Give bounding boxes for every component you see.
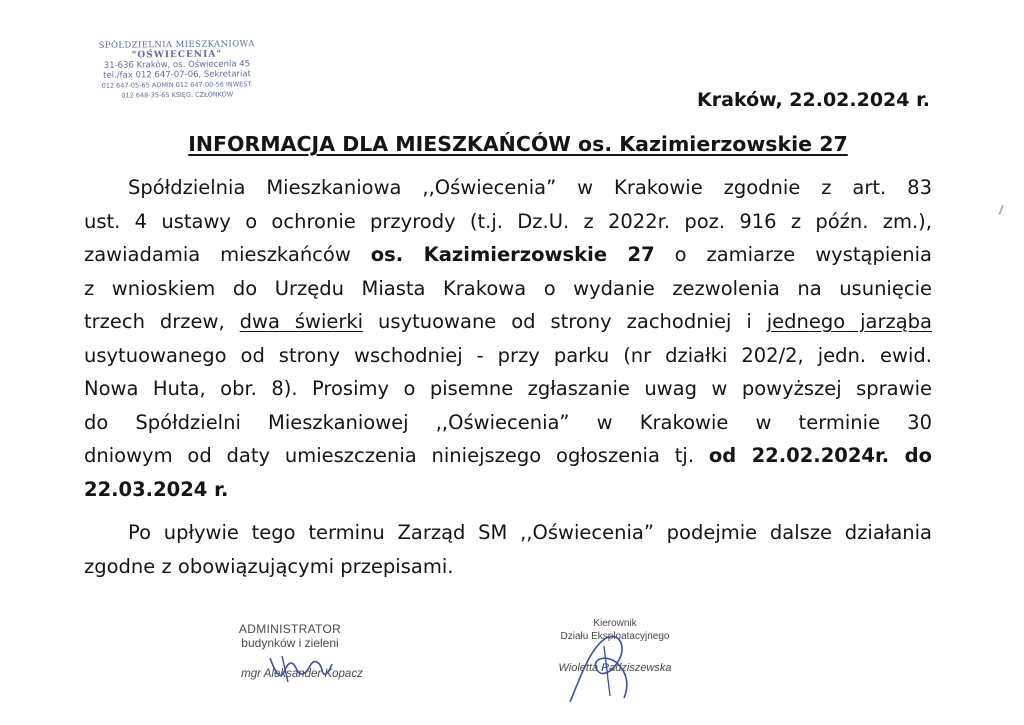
scan-mark bbox=[998, 205, 1003, 215]
signature-subtitle: budynków i zieleni bbox=[241, 636, 339, 650]
body-line: usytuowanego od strony wschodniej - przy parku (nr działki 202/2, jedn. ewid. bbox=[84, 343, 932, 367]
document-date: Kraków, 22.02.2024 r. bbox=[697, 89, 930, 111]
estate-name-bold: os. Kazimierzowskie 27 bbox=[370, 243, 655, 266]
signature-title: ADMINISTRATOR bbox=[238, 622, 342, 636]
body-text: dniowym od daty umieszczenia niniejszego ogłoszenia tj. bbox=[84, 444, 709, 467]
signature-subtitle: Działu Eksploatacyjnego bbox=[560, 631, 670, 642]
body-line: Spółdzielnia Mieszkaniowa ,,Oświecenia” w Krakowie zgodnie z art. 83 bbox=[128, 176, 932, 199]
document-title: INFORMACJA DLA MIESZKAŃCÓW os. Kazimierzowskie 27 bbox=[188, 132, 848, 156]
document-body bbox=[84, 171, 932, 583]
deadline-start-bold: od 22.02.2024r. do bbox=[708, 444, 932, 467]
body-text: zawiadamia mieszkańców bbox=[84, 243, 371, 266]
stamp-line: "OŚWIECENIA" bbox=[131, 49, 223, 61]
body-line: do Spółdzielni Mieszkaniowej ,,Oświecenia” w Krakowie w terminie 30 bbox=[84, 410, 932, 434]
spruce-trees-underlined: dwa świerki bbox=[239, 310, 364, 333]
body-line: z wnioskiem do Urzędu Miasta Krakowa o wydanie zezwolenia na usunięcie bbox=[84, 276, 932, 300]
signature-name: mgr Aleksander Kopacz bbox=[241, 668, 363, 680]
signature-title: Kierownik bbox=[593, 618, 637, 629]
body-line: Po upływie tego terminu Zarząd SM ,,Oświecenia” podejmie dalsze działania bbox=[128, 521, 932, 544]
cooperative-stamp bbox=[82, 39, 273, 101]
handwritten-signature-left bbox=[266, 652, 336, 688]
body-line bbox=[84, 439, 932, 473]
body-line: Nowa Huta, obr. 8). Prosimy o pisemne zgłaszanie uwag w powyższej sprawie bbox=[84, 377, 932, 400]
body-text: usytuowane od strony zachodniej i bbox=[363, 310, 767, 333]
handwritten-signature-right bbox=[560, 628, 650, 708]
stamp-line: 012 648-35-65 KSIĘG. CZŁONKÓW bbox=[121, 90, 234, 100]
body-line bbox=[84, 238, 932, 272]
body-line bbox=[84, 305, 932, 339]
body-line: ust. 4 ustawy o ochronie przyrody (t.j. Dz.U. z 2022r. poz. 916 z późn. zm.), bbox=[84, 209, 932, 233]
stamp-line: 012 647-05-65 ADMIN 012 647-00-56 INWEST. bbox=[101, 80, 253, 90]
body-line: zgodne z obowiązującymi przepisami. bbox=[84, 554, 454, 578]
body-text: o zamiarze wystąpienia bbox=[654, 243, 932, 266]
body-text: trzech drzew, bbox=[84, 310, 240, 333]
rowan-tree-underlined: jednego jarząba bbox=[766, 310, 932, 333]
deadline-end-bold: 22.03.2024 r. bbox=[84, 477, 229, 501]
stamp-line: 31-636 Kraków, os. Oświecenia 45 bbox=[103, 59, 251, 71]
stamp-line: SPÓŁDZIELNIA MIESZKANIOWA bbox=[98, 39, 255, 51]
signature-name: Wioletta Radziszewska bbox=[558, 662, 672, 674]
stamp-line: tel./fax 012 647-07-06, Sekretariat bbox=[103, 69, 251, 81]
